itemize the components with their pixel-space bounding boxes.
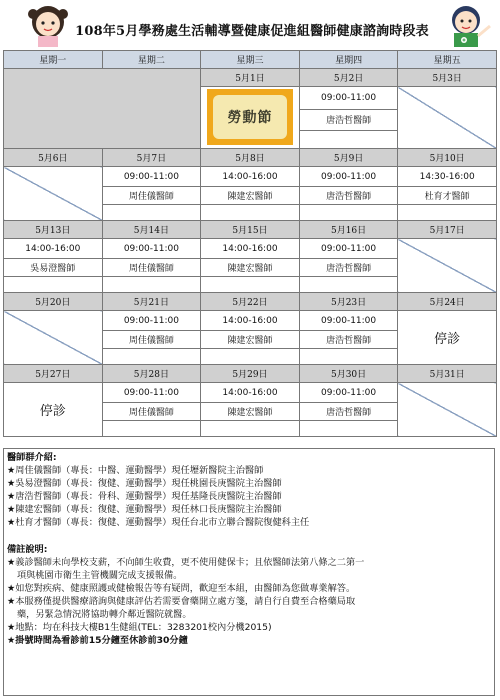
holiday-label: 勞動節 xyxy=(213,95,287,139)
doctor-cell: 陳建宏醫師 xyxy=(201,187,300,205)
blank-cell xyxy=(102,421,201,437)
doctor-cell: 唐浩哲醫師 xyxy=(299,331,398,349)
time-cell: 14:00-16:00 xyxy=(201,383,300,403)
date-cell: 5月29日 xyxy=(201,365,300,383)
date-cell: 5月16日 xyxy=(299,221,398,239)
closed-label: 停診 xyxy=(39,404,66,419)
date-cell: 5月13日 xyxy=(4,221,103,239)
doctor-cell: 周佳儀醫師 xyxy=(102,331,201,349)
closed-cell xyxy=(4,383,103,437)
blank-cell xyxy=(102,205,201,221)
weekday-header: 星期五 xyxy=(398,51,497,69)
blank-cell xyxy=(201,421,300,437)
date-cell: 5月20日 xyxy=(4,293,103,311)
doctor-cell: 唐浩哲醫師 xyxy=(299,259,398,277)
blank-cell xyxy=(299,277,398,293)
date-row xyxy=(4,69,497,87)
time-cell: 09:00-11:00 xyxy=(299,239,398,259)
date-cell: 5月23日 xyxy=(299,293,398,311)
doctor-cell: 周佳儀醫師 xyxy=(102,259,201,277)
date-cell: 5月21日 xyxy=(102,293,201,311)
notes-heading: 備註說明: xyxy=(7,544,48,555)
blank-cell xyxy=(201,205,300,221)
doctor-cell: 周佳儀醫師 xyxy=(102,187,201,205)
blank-cell xyxy=(299,421,398,437)
time-cell: 09:00-11:00 xyxy=(102,167,201,187)
empty-slash-cell xyxy=(398,87,497,149)
blank-cell xyxy=(398,205,497,221)
empty-slash-cell xyxy=(4,311,103,365)
note-line: ★掛號時間為看診前15分鐘至休診前30分鐘 xyxy=(7,635,188,646)
doctor-intro-line: ★周佳儀醫師（專長：中醫、運動醫學）現任壢新醫院主治醫師 xyxy=(7,465,264,476)
empty-slash-cell xyxy=(4,167,103,221)
doctor-intro-line: ★唐浩哲醫師（專長：骨科、運動醫學）現任基隆長庚醫院主治醫師 xyxy=(7,491,282,502)
page-title: 108年5月學務處生活輔導暨健康促進組醫師健康諮詢時段表 xyxy=(75,24,429,39)
empty-slash-cell xyxy=(398,383,497,437)
date-cell: 5月14日 xyxy=(102,221,201,239)
empty-slash-cell xyxy=(398,239,497,293)
blank-cell xyxy=(299,349,398,365)
doctor-cell: 陳建宏醫師 xyxy=(201,331,300,349)
time-cell: 09:00-11:00 xyxy=(299,167,398,187)
time-row xyxy=(4,167,497,187)
time-cell: 14:00-16:00 xyxy=(201,167,300,187)
doctor-cell: 吳易澄醫師 xyxy=(4,259,103,277)
boy-illustration-icon xyxy=(440,2,494,50)
time-cell: 09:00-11:00 xyxy=(102,383,201,403)
date-cell: 5月10日 xyxy=(398,149,497,167)
blank-cell xyxy=(102,277,201,293)
time-cell: 14:00-16:00 xyxy=(4,239,103,259)
time-cell: 14:30-16:00 xyxy=(398,167,497,187)
date-cell: 5月24日 xyxy=(398,293,497,311)
blank-cell xyxy=(102,349,201,365)
blank-cell xyxy=(299,205,398,221)
date-cell: 5月30日 xyxy=(299,365,398,383)
weekday-header: 星期二 xyxy=(102,51,201,69)
date-cell: 5月6日 xyxy=(4,149,103,167)
date-cell: 5月17日 xyxy=(398,221,497,239)
doctor-cell: 唐浩哲醫師 xyxy=(299,187,398,205)
note-line: ★本服務僅提供醫療諮詢與健康評估若需要會藥開立處方箋，請自行自費至合格藥局取 xyxy=(7,596,356,607)
date-cell: 5月1日 xyxy=(201,69,300,87)
time-cell: 09:00-11:00 xyxy=(102,311,201,331)
time-cell: 14:00-16:00 xyxy=(201,239,300,259)
doctor-cell: 唐浩哲醫師 xyxy=(299,403,398,421)
info-section xyxy=(3,448,495,696)
doctor-cell: 唐浩哲醫師 xyxy=(299,109,398,130)
doctor-intro-line: ★吳易澄醫師（專長：復健、運動醫學）現任桃園長庚醫院主治醫師 xyxy=(7,478,282,489)
closed-label: 停診 xyxy=(434,332,461,347)
weekday-header: 星期一 xyxy=(4,51,103,69)
doctor-cell: 陳建宏醫師 xyxy=(201,403,300,421)
time-cell: 14:00-16:00 xyxy=(201,311,300,331)
weekday-header: 星期四 xyxy=(299,51,398,69)
doctor-cell: 周佳儀醫師 xyxy=(102,403,201,421)
note-line: 項與桃園市衛生主管機關完成支援報備。 xyxy=(17,570,183,581)
date-cell: 5月22日 xyxy=(201,293,300,311)
time-row xyxy=(4,383,497,403)
weekday-header-row xyxy=(4,51,497,69)
date-row xyxy=(4,365,497,383)
time-cell: 09:00-11:00 xyxy=(102,239,201,259)
doctor-intro-line: ★陳建宏醫師（專長：復健、運動醫學）現任林口長庚醫院主治醫師 xyxy=(7,504,282,515)
date-cell: 5月15日 xyxy=(201,221,300,239)
date-row xyxy=(4,293,497,311)
time-cell: 09:00-11:00 xyxy=(299,383,398,403)
schedule-table xyxy=(3,50,497,437)
closed-cell xyxy=(398,311,497,365)
holiday-cell xyxy=(201,87,300,149)
header xyxy=(0,0,500,50)
blank-cell xyxy=(299,130,398,148)
date-cell: 5月28日 xyxy=(102,365,201,383)
time-row xyxy=(4,311,497,331)
note-line: ★義診醫師未向學校支薪，不向師生收費，更不使用健保卡；且依醫師法第八條之二第一 xyxy=(7,557,365,568)
doctor-cell: 陳建宏醫師 xyxy=(201,259,300,277)
time-cell: 09:00-11:00 xyxy=(299,311,398,331)
intro-heading: 醫師群介紹: xyxy=(7,452,57,463)
note-line: ★如您對疾病、健康照護或健檢報告等有疑問，歡迎至本組，由醫師為您做專業解答。 xyxy=(7,583,356,594)
date-cell: 5月8日 xyxy=(201,149,300,167)
date-row xyxy=(4,221,497,239)
note-line: 藥，另緊急情況將協助轉介鄰近醫院就醫。 xyxy=(17,609,192,620)
time-cell: 09:00-11:00 xyxy=(299,87,398,110)
date-cell: 5月27日 xyxy=(4,365,103,383)
date-cell: 5月31日 xyxy=(398,365,497,383)
time-row xyxy=(4,239,497,259)
blank-cell xyxy=(201,349,300,365)
date-cell: 5月2日 xyxy=(299,69,398,87)
weekday-header: 星期三 xyxy=(201,51,300,69)
date-cell: 5月7日 xyxy=(102,149,201,167)
holiday-badge xyxy=(207,89,293,145)
blank-cell xyxy=(201,277,300,293)
doctor-intro-line: ★杜育才醫師（專長：復健、運動醫學）現任台北市立聯合醫院復健科主任 xyxy=(7,517,310,528)
date-cell: 5月3日 xyxy=(398,69,497,87)
doctor-cell: 杜育才醫師 xyxy=(398,187,497,205)
date-row xyxy=(4,149,497,167)
empty-cell xyxy=(4,69,201,149)
note-line: ★地點：均在科技大樓B1生健組(TEL：3283201校內分機2015) xyxy=(7,622,272,633)
blank-cell xyxy=(4,277,103,293)
date-cell: 5月9日 xyxy=(299,149,398,167)
